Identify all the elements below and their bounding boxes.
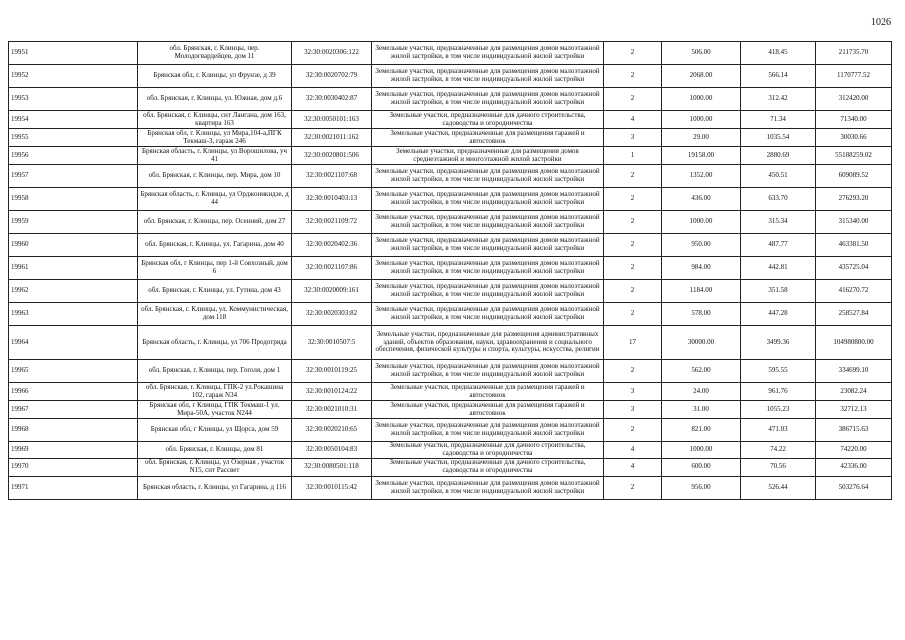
table-row <box>9 165 892 188</box>
area-cell: 30000.00 <box>662 326 741 360</box>
cadastral-value-cell: 30030.66 <box>816 129 892 147</box>
cadastral-value-cell: 32712.13 <box>816 401 892 419</box>
area-cell: 436.00 <box>662 188 741 211</box>
land-use-cell: Земельные участки, предназначенные для размещения домов малоэтажной жилой застройки, в том числе индивидуальной жилой застройки <box>372 303 604 326</box>
specific-value-cell: 442.81 <box>741 257 816 280</box>
table-row <box>9 303 892 326</box>
address-cell: обл. Брянская, г. Клинцы, пер. Гоголя, дом 1 <box>138 360 292 383</box>
address-cell: Брянская обл, г Клинцы, пер 1-й Совхозный, дом 6 <box>138 257 292 280</box>
row-number: 19968 <box>9 419 138 442</box>
specific-value-cell: 526.44 <box>741 476 816 499</box>
area-cell: 1000.00 <box>662 442 741 459</box>
cadastral-value-cell: 609089.52 <box>816 165 892 188</box>
cadastral-number-cell: 32:30:0020801:506 <box>292 147 372 165</box>
address-cell: обл. Брянская, г. Клинцы, пер. Мира, дом 10 <box>138 165 292 188</box>
specific-value-cell: 961.76 <box>741 383 816 401</box>
cadastral-number-cell: 32:30:0030402:87 <box>292 88 372 111</box>
area-cell: 31.00 <box>662 401 741 419</box>
group-cell: 2 <box>604 234 662 257</box>
specific-value-cell: 1055.23 <box>741 401 816 419</box>
address-cell: Брянская обл, г Клинцы, ул Щорса, дом 59 <box>138 419 292 442</box>
group-cell: 2 <box>604 88 662 111</box>
cadastral-number-cell: 32:30:0020702:79 <box>292 65 372 88</box>
land-use-cell: Земельные участки, предназначенные для размещения домов малоэтажной жилой застройки, в том числе индивидуальной жилой застройки <box>372 211 604 234</box>
cadastral-number-cell: 32:30:0010115:42 <box>292 476 372 499</box>
cadastral-number-cell: 32:30:0020303:82 <box>292 303 372 326</box>
cadastral-number-cell: 32:30:0021107:86 <box>292 257 372 280</box>
group-cell: 2 <box>604 65 662 88</box>
specific-value-cell: 566.14 <box>741 65 816 88</box>
address-cell: обл. Брянская, г. Клинцы, ул. Южная, дом д.6 <box>138 88 292 111</box>
cadastral-value-cell: 315340.00 <box>816 211 892 234</box>
area-cell: 1000.00 <box>662 88 741 111</box>
cadastral-value-cell: 42336.00 <box>816 458 892 476</box>
area-cell: 1352.00 <box>662 165 741 188</box>
table-row <box>9 65 892 88</box>
group-cell: 2 <box>604 165 662 188</box>
address-cell: обл. Брянская, г. Клинцы, ул. Коммунистическая, дом 118 <box>138 303 292 326</box>
specific-value-cell: 312.42 <box>741 88 816 111</box>
area-cell: 562.00 <box>662 360 741 383</box>
table-row <box>9 383 892 401</box>
cadastral-value-cell: 416270.72 <box>816 280 892 303</box>
row-number: 19965 <box>9 360 138 383</box>
area-cell: 2068.00 <box>662 65 741 88</box>
cadastral-number-cell: 32:30:0021107:68 <box>292 165 372 188</box>
row-number: 19953 <box>9 88 138 111</box>
row-number: 19956 <box>9 147 138 165</box>
group-cell: 2 <box>604 280 662 303</box>
area-cell: 24.00 <box>662 383 741 401</box>
group-cell: 4 <box>604 111 662 129</box>
cadastral-value-table <box>8 41 892 500</box>
area-cell: 821.00 <box>662 419 741 442</box>
land-use-cell: Земельные участки, предназначенные для размещения домов малоэтажной жилой застройки, в том числе индивидуальной жилой застройки <box>372 188 604 211</box>
area-cell: 956.00 <box>662 476 741 499</box>
area-cell: 506.00 <box>662 42 741 65</box>
specific-value-cell: 351.58 <box>741 280 816 303</box>
land-use-cell: Земельные участки, предназначенные для дачного строительства, садоводства и огородничества <box>372 458 604 476</box>
cadastral-number-cell: 32:30:0021109:72 <box>292 211 372 234</box>
cadastral-value-cell: 104980800.00 <box>816 326 892 360</box>
table-row <box>9 419 892 442</box>
land-use-cell: Земельные участки, предназначенные для дачного строительства, садоводства и огородничества <box>372 111 604 129</box>
row-number: 19963 <box>9 303 138 326</box>
land-use-cell: Земельные участки, предназначенные для размещения гаражей и автостоянок <box>372 129 604 147</box>
group-cell: 2 <box>604 257 662 280</box>
address-cell: обл. Брянская, г. Клинцы, ул. Гутина, дом 43 <box>138 280 292 303</box>
row-number: 19957 <box>9 165 138 188</box>
table-row <box>9 476 892 499</box>
row-number: 19967 <box>9 401 138 419</box>
area-cell: 1000.00 <box>662 111 741 129</box>
area-cell: 29.00 <box>662 129 741 147</box>
cadastral-value-cell: 386715.63 <box>816 419 892 442</box>
address-cell: обл. Брянская, г. Клинцы, пер. Осенний, дом 27 <box>138 211 292 234</box>
group-cell: 4 <box>604 458 662 476</box>
land-use-cell: Земельные участки, предназначенные для размещения домов малоэтажной жилой застройки, в том числе индивидуальной жилой застройки <box>372 88 604 111</box>
group-cell: 2 <box>604 42 662 65</box>
table-row <box>9 88 892 111</box>
land-use-cell: Земельные участки, предназначенные для размещения домов малоэтажной жилой застройки, в том числе индивидуальной жилой застройки <box>372 280 604 303</box>
address-cell: обл. Брянская, г. Клинцы, ГПК-2 ул.Рокашина 102, гараж N34 <box>138 383 292 401</box>
cadastral-value-cell: 312420.00 <box>816 88 892 111</box>
group-cell: 2 <box>604 476 662 499</box>
specific-value-cell: 1035.54 <box>741 129 816 147</box>
cadastral-number-cell: 32:30:0020210:65 <box>292 419 372 442</box>
specific-value-cell: 2880.69 <box>741 147 816 165</box>
specific-value-cell: 3499.36 <box>741 326 816 360</box>
cadastral-number-cell: 32:30:0020402:36 <box>292 234 372 257</box>
specific-value-cell: 418.45 <box>741 42 816 65</box>
cadastral-value-cell: 503276.64 <box>816 476 892 499</box>
cadastral-value-cell: 276293.20 <box>816 188 892 211</box>
cadastral-number-cell: 32:30:0010507:5 <box>292 326 372 360</box>
row-number: 19971 <box>9 476 138 499</box>
row-number: 19959 <box>9 211 138 234</box>
area-cell: 950.00 <box>662 234 741 257</box>
table-row <box>9 401 892 419</box>
table-row <box>9 188 892 211</box>
area-cell: 984.00 <box>662 257 741 280</box>
cadastral-number-cell: 32:30:0080501:118 <box>292 458 372 476</box>
cadastral-value-cell: 258527.84 <box>816 303 892 326</box>
cadastral-value-cell: 211735.70 <box>816 42 892 65</box>
cadastral-value-cell: 71340.00 <box>816 111 892 129</box>
row-number: 19970 <box>9 458 138 476</box>
area-cell: 19158.00 <box>662 147 741 165</box>
row-number: 19960 <box>9 234 138 257</box>
land-use-cell: Земельные участки, предназначенные для размещения домов малоэтажной жилой застройки, в том числе индивидуальной жилой застройки <box>372 234 604 257</box>
address-cell: обл. Брянская, г. Клинцы, пер. Молодогвардейцев, дом 11 <box>138 42 292 65</box>
table-row <box>9 360 892 383</box>
table-row <box>9 111 892 129</box>
group-cell: 1 <box>604 147 662 165</box>
table-row <box>9 211 892 234</box>
group-cell: 17 <box>604 326 662 360</box>
address-cell: Брянская область, г. Клинцы, ул 706 Продотряда <box>138 326 292 360</box>
specific-value-cell: 447.28 <box>741 303 816 326</box>
row-number: 19961 <box>9 257 138 280</box>
cadastral-value-cell: 55188259.02 <box>816 147 892 165</box>
table-row <box>9 234 892 257</box>
group-cell: 2 <box>604 419 662 442</box>
cadastral-value-cell: 1170777.52 <box>816 65 892 88</box>
row-number: 19958 <box>9 188 138 211</box>
group-cell: 2 <box>604 303 662 326</box>
group-cell: 2 <box>604 188 662 211</box>
area-cell: 578.00 <box>662 303 741 326</box>
table-row <box>9 129 892 147</box>
specific-value-cell: 487.77 <box>741 234 816 257</box>
cadastral-number-cell: 32:30:0050104:83 <box>292 442 372 459</box>
land-use-cell: Земельные участки, предназначенные для размещения домов малоэтажной жилой застройки, в том числе индивидуальной жилой застройки <box>372 476 604 499</box>
address-cell: обл. Брянская, г. Клинцы, снт Лангана, дом 163, квартира 163 <box>138 111 292 129</box>
land-use-cell: Земельные участки, предназначенные для размещения домов малоэтажной жилой застройки, в том числе индивидуальной жилой застройки <box>372 419 604 442</box>
group-cell: 2 <box>604 360 662 383</box>
address-cell: Брянская обл, г. Клинцы, ул Фрунзе, д 39 <box>138 65 292 88</box>
address-cell: Брянская область, г. Клинцы, ул Ворошилова, уч 41 <box>138 147 292 165</box>
table-row <box>9 42 892 65</box>
address-cell: Брянская область, г. Клинцы, ул Гагарина, д 116 <box>138 476 292 499</box>
cadastral-value-cell: 463381.50 <box>816 234 892 257</box>
row-number: 19951 <box>9 42 138 65</box>
cadastral-number-cell: 32:30:0010119:25 <box>292 360 372 383</box>
specific-value-cell: 471.03 <box>741 419 816 442</box>
table-row <box>9 326 892 360</box>
specific-value-cell: 71.34 <box>741 111 816 129</box>
area-cell: 600.00 <box>662 458 741 476</box>
row-number: 19964 <box>9 326 138 360</box>
land-use-cell: Земельные участки, предназначенные для размещения гаражей и автостоянок <box>372 401 604 419</box>
cadastral-value-cell: 23082.24 <box>816 383 892 401</box>
cadastral-number-cell: 32:30:0010403:13 <box>292 188 372 211</box>
address-cell: обл. Брянская, г. Клинцы, ул. Гагарина, дом 40 <box>138 234 292 257</box>
group-cell: 3 <box>604 383 662 401</box>
table-row <box>9 147 892 165</box>
table-row <box>9 458 892 476</box>
specific-value-cell: 74.22 <box>741 442 816 459</box>
cadastral-value-cell: 74220.00 <box>816 442 892 459</box>
cadastral-number-cell: 32:30:0050101:163 <box>292 111 372 129</box>
row-number: 19952 <box>9 65 138 88</box>
specific-value-cell: 450.51 <box>741 165 816 188</box>
cadastral-value-cell: 334699.10 <box>816 360 892 383</box>
cadastral-value-cell: 435725.04 <box>816 257 892 280</box>
group-cell: 4 <box>604 442 662 459</box>
table-row <box>9 280 892 303</box>
page-number: 1026 <box>871 17 891 28</box>
land-use-cell: Земельные участки, предназначенные для размещения административных зданий, объектов образования, науки, здравоохранения и социального обеспечения, физической культуры и спорта, культуры, искусства, религии <box>372 326 604 360</box>
cadastral-number-cell: 32:30:0020009:161 <box>292 280 372 303</box>
specific-value-cell: 315.34 <box>741 211 816 234</box>
area-cell: 1000.00 <box>662 211 741 234</box>
specific-value-cell: 70.56 <box>741 458 816 476</box>
address-cell: Брянская обл, г Клинцы, ГПК Текмаш-1 ул. Мира-50А, участок N244 <box>138 401 292 419</box>
address-cell: обл. Брянская, г. Клинцы, дом 81 <box>138 442 292 459</box>
specific-value-cell: 633.70 <box>741 188 816 211</box>
row-number: 19962 <box>9 280 138 303</box>
address-cell: Брянская обл, г. Клинцы, ул Мира,104-а,ПГК Текмаш-3, гараж 246 <box>138 129 292 147</box>
land-use-cell: Земельные участки, предназначенные для размещения домов малоэтажной жилой застройки, в том числе индивидуальной жилой застройки <box>372 257 604 280</box>
group-cell: 2 <box>604 211 662 234</box>
cadastral-number-cell: 32:30:0021011:162 <box>292 129 372 147</box>
land-use-cell: Земельные участки, предназначенные для размещения гаражей и автостоянок <box>372 383 604 401</box>
address-cell: обл. Брянская, г. Клинцы, ул Озерная , участок N15, снт Рассвет <box>138 458 292 476</box>
row-number: 19966 <box>9 383 138 401</box>
row-number: 19955 <box>9 129 138 147</box>
cadastral-number-cell: 32:30:0020306:122 <box>292 42 372 65</box>
cadastral-number-cell: 32:30:0010124:22 <box>292 383 372 401</box>
land-use-cell: Земельные участки, предназначенные для размещения домов малоэтажной жилой застройки, в том числе индивидуальной жилой застройки <box>372 360 604 383</box>
table-row <box>9 442 892 459</box>
cadastral-number-cell: 32:30:0021010:31 <box>292 401 372 419</box>
row-number: 19954 <box>9 111 138 129</box>
group-cell: 3 <box>604 401 662 419</box>
group-cell: 3 <box>604 129 662 147</box>
specific-value-cell: 595.55 <box>741 360 816 383</box>
row-number: 19969 <box>9 442 138 459</box>
address-cell: Брянская область, г. Клинцы, ул Орджоникидзе, д 44 <box>138 188 292 211</box>
land-use-cell: Земельные участки, предназначенные для дачного строительства, садоводства и огородничества <box>372 442 604 459</box>
land-use-cell: Земельные участки, предназначенные для размещения домов малоэтажной жилой застройки, в том числе индивидуальной жилой застройки <box>372 165 604 188</box>
land-use-cell: Земельные участки, предназначенные для размещения домов малоэтажной жилой застройки, в том числе индивидуальной жилой застройки <box>372 42 604 65</box>
area-cell: 1184.00 <box>662 280 741 303</box>
land-use-cell: Земельные участки, предназначенные для размещения домов малоэтажной жилой застройки, в том числе индивидуальной жилой застройки <box>372 65 604 88</box>
table-row <box>9 257 892 280</box>
land-use-cell: Земельные участки, предназначенные для размещения домов среднеэтажной и многоэтажной жилой застройки <box>372 147 604 165</box>
